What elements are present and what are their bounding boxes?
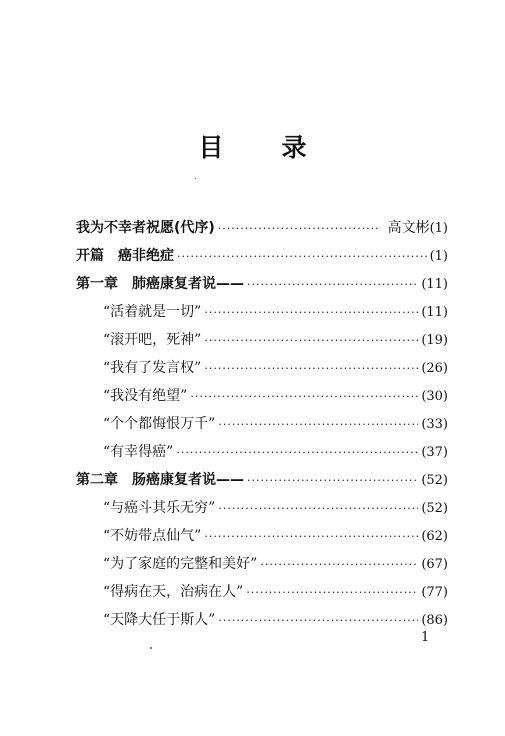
toc-entry-page: (86)	[421, 613, 448, 628]
toc-leader-dots	[218, 610, 418, 632]
toc-entry[interactable]	[103, 497, 448, 519]
toc-entry-page: (1)	[429, 221, 448, 236]
toc-entry-page: (52)	[421, 501, 448, 516]
toc-entry[interactable]	[76, 245, 448, 267]
toc-entry-page: (52)	[421, 473, 448, 488]
toc-leader-dots	[247, 470, 418, 492]
scan-speck	[150, 647, 152, 649]
toc-entry-label: “与癌斗其乐无穷”	[103, 500, 216, 516]
toc-leader-dots	[176, 442, 418, 464]
toc-leader-dots	[260, 554, 418, 576]
toc-entry[interactable]	[76, 217, 448, 239]
toc-entry[interactable]	[103, 609, 448, 631]
page-number: 1	[421, 630, 430, 645]
toc-entry-label: 第二章 肠癌康复者说——	[76, 472, 244, 488]
toc-entry-label: “得病在天，治病在人”	[103, 584, 244, 600]
toc-entry-page: (1)	[429, 249, 448, 264]
toc-leader-dots	[218, 218, 381, 240]
toc-entry-page: (26)	[421, 361, 448, 376]
title-char-1: 目	[198, 133, 224, 162]
scan-speck	[195, 178, 196, 179]
toc-entry-page: (62)	[421, 529, 448, 544]
page-title	[0, 128, 505, 164]
toc-entry-label: “个个都悔恨万千”	[103, 416, 216, 432]
toc-leader-dots	[204, 330, 418, 352]
toc-entry-page: (11)	[421, 305, 448, 320]
toc-leader-dots	[204, 526, 418, 548]
toc-entry-label: “天降大任于斯人”	[103, 612, 216, 628]
toc-leader-dots	[177, 246, 427, 268]
toc-entry-label: 开篇 癌非绝症	[76, 248, 174, 264]
toc-entry-label: “我没有绝望”	[103, 388, 188, 404]
toc-entry-label: “有幸得癌”	[103, 444, 174, 460]
toc-entry-author: 高文彬	[387, 220, 430, 236]
toc-leader-dots	[218, 498, 418, 520]
toc-entry-label: 第一章 肺癌康复者说——	[76, 276, 244, 292]
toc-leader-dots	[204, 302, 418, 324]
toc-entry[interactable]	[103, 413, 448, 435]
toc-leader-dots	[204, 358, 418, 380]
toc-entry-page: (67)	[421, 557, 448, 572]
toc-entry[interactable]	[103, 357, 448, 379]
toc-entry-label: “滚开吧，死神”	[103, 332, 202, 348]
toc-entry[interactable]	[103, 301, 448, 323]
toc-entry-label: “我有了发言权”	[103, 360, 202, 376]
toc-entry-page: (11)	[421, 277, 448, 292]
toc-entry[interactable]	[76, 469, 448, 491]
toc-entry-label: 我为不幸者祝愿(代序)	[76, 220, 215, 236]
toc-entry-page: (30)	[421, 389, 448, 404]
toc-entry-page: (77)	[421, 585, 448, 600]
toc-entry[interactable]	[76, 273, 448, 295]
toc-entry[interactable]	[103, 553, 448, 575]
toc-entry[interactable]	[103, 329, 448, 351]
toc-leader-dots	[218, 414, 418, 436]
toc-entry-page: (37)	[421, 445, 448, 460]
toc-entry-label: “活着就是一切”	[103, 304, 202, 320]
toc-entry[interactable]	[103, 581, 448, 603]
toc-leader-dots	[247, 274, 418, 296]
toc-entry[interactable]	[103, 441, 448, 463]
title-char-2: 录	[281, 133, 307, 162]
toc-entry[interactable]	[103, 385, 448, 407]
toc-entry[interactable]	[103, 525, 448, 547]
toc-entry-page: (19)	[421, 333, 448, 348]
toc-entry-page: (33)	[421, 417, 448, 432]
toc-leader-dots	[190, 386, 418, 408]
toc-entry-label: “不妨带点仙气”	[103, 528, 202, 544]
toc-leader-dots	[246, 582, 418, 604]
toc-entry-label: “为了家庭的完整和美好”	[103, 556, 258, 572]
